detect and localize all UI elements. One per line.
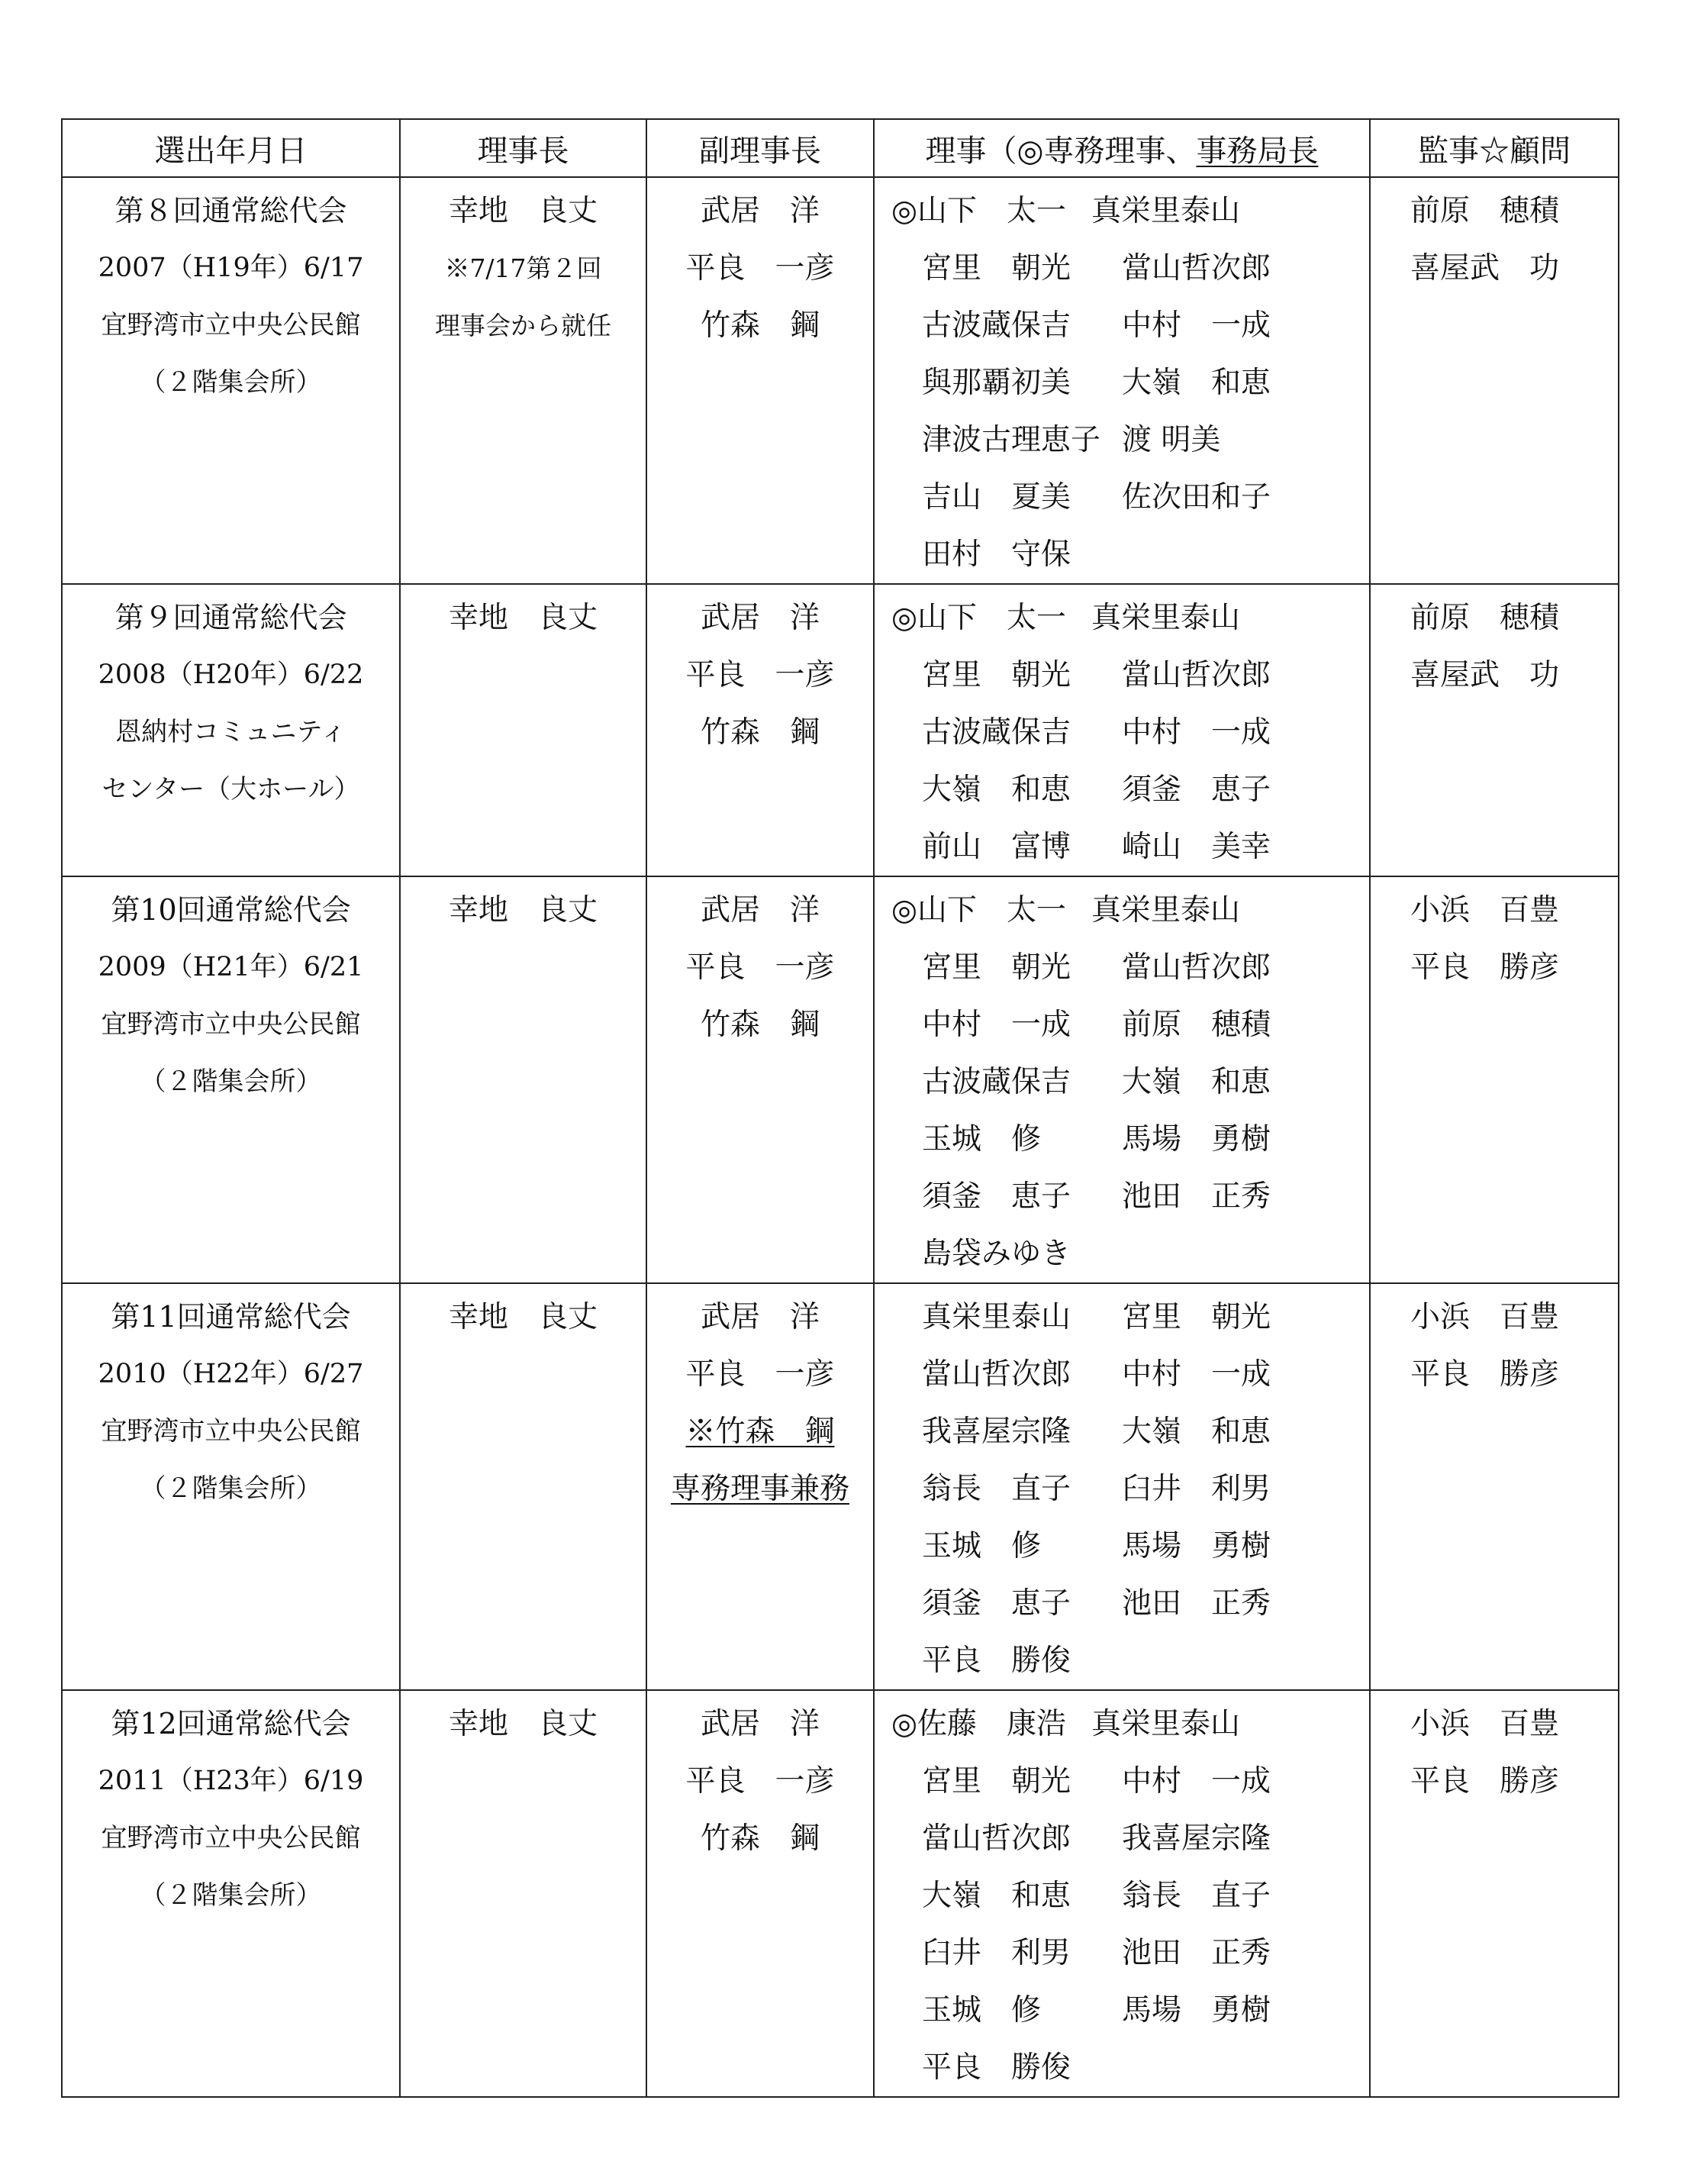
director-line [875, 469, 1369, 526]
director-line [875, 1111, 1369, 1168]
director-line [875, 589, 1369, 647]
chair-cell [400, 177, 646, 584]
director-line [875, 1810, 1369, 1867]
director-name: 當山哲次郎 [922, 1821, 1071, 1856]
director-name: ◎佐藤 康浩 [891, 1707, 1067, 1741]
director-name: 大嶺 和恵 [922, 773, 1071, 807]
director-line [875, 1289, 1369, 1346]
director-line [875, 182, 1369, 240]
director-name: 古波蔵保吉 [922, 715, 1071, 750]
director-name: 中村 一成 [1122, 308, 1271, 343]
director-name: 池田 正秀 [1122, 1179, 1271, 1214]
director-line [875, 354, 1369, 411]
vice-chair-cell [646, 584, 874, 876]
chair-name: 幸地 良丈 [448, 194, 598, 228]
table-row [62, 177, 1619, 584]
director-name: 真栄里泰山 [1091, 194, 1241, 228]
meeting-room: （２階集会所） [140, 1880, 322, 1911]
chair-note: 理事会から就任 [435, 311, 611, 340]
director-name: 我喜屋宗隆 [922, 1415, 1071, 1449]
director-name: 與那覇初美 [922, 366, 1071, 400]
auditor-name: 喜屋武 功 [1410, 251, 1560, 286]
director-name: 翁長 直子 [1122, 1879, 1271, 1913]
chair-name: 幸地 良丈 [448, 1300, 598, 1334]
director-name: 平良 勝俊 [922, 2050, 1071, 2085]
director-line [875, 1168, 1369, 1225]
director-name: 須釜 恵子 [922, 1179, 1071, 1214]
director-name: 翁長 直子 [922, 1472, 1071, 1506]
director-line [875, 939, 1369, 996]
director-name: 島袋みゆき [922, 1237, 1071, 1271]
auditor-name: 小浜 百豊 [1410, 1300, 1560, 1334]
director-name: 真栄里泰山 [922, 1300, 1071, 1334]
director-name: 佐次田和子 [1122, 480, 1271, 515]
director-name: ◎山下 太一 [891, 893, 1067, 927]
meeting-room: センター（大ホール） [102, 774, 360, 805]
director-name: 須釜 恵子 [1122, 773, 1271, 807]
director-line [875, 1575, 1369, 1632]
vice-chair-name-underlined: ※竹森 鋼 [685, 1415, 835, 1449]
chair-cell [400, 1690, 646, 2097]
director-name: 真栄里泰山 [1091, 893, 1241, 927]
director-name: 真栄里泰山 [1091, 1707, 1241, 1741]
director-line [875, 1053, 1369, 1111]
director-name: 玉城 修 [922, 1993, 1042, 2028]
vice-chair-cell [646, 177, 874, 584]
director-name: 池田 正秀 [1122, 1586, 1271, 1621]
director-name: ◎山下 太一 [891, 194, 1067, 228]
chair-note: ※7/17第２回 [444, 253, 602, 283]
meeting-name: 第12回通常総代会 [111, 1707, 351, 1740]
director-name: 須釜 恵子 [922, 1586, 1071, 1621]
chair-cell [400, 876, 646, 1283]
director-name: 臼井 利男 [922, 1936, 1071, 1970]
vice-chair-name: 平良 一彦 [685, 658, 835, 692]
director-name: 中村 一成 [1122, 1357, 1271, 1392]
table-row [62, 1690, 1619, 2097]
director-name: 玉城 修 [922, 1122, 1042, 1157]
chair-cell [400, 1283, 646, 1690]
director-name: 中村 一成 [1122, 1764, 1271, 1798]
director-line [875, 1924, 1369, 1982]
chair-name: 幸地 良丈 [448, 601, 598, 635]
meeting-name: 第８回通常総代会 [114, 194, 347, 227]
director-line [875, 1982, 1369, 2039]
director-line [875, 526, 1369, 583]
director-name: 崎山 美幸 [1122, 830, 1271, 864]
director-name: 臼井 利男 [1122, 1472, 1271, 1506]
vice-chair-name: 平良 一彦 [685, 1357, 835, 1392]
director-line [875, 704, 1369, 761]
header-directors [874, 119, 1370, 177]
directors-cell [874, 1690, 1370, 2097]
auditors-cell [1370, 876, 1619, 1283]
director-line [875, 1518, 1369, 1575]
header-directors-secretary-general: 事務局長 [1196, 133, 1319, 169]
director-line [875, 647, 1369, 704]
meeting-room: （２階集会所） [140, 1473, 322, 1504]
director-name: 宮里 朝光 [922, 658, 1071, 692]
auditor-name: 平良 勝彦 [1410, 1357, 1560, 1392]
director-name: 當山哲次郎 [922, 1357, 1071, 1392]
director-line [875, 1632, 1369, 1689]
header-election-date: 選出年月日 [62, 119, 400, 177]
director-line [875, 411, 1369, 469]
meeting-date: 2010（H22年）6/27 [98, 1359, 364, 1389]
directors-cell [874, 177, 1370, 584]
vice-chair-name: 武居 洋 [700, 1300, 820, 1334]
vice-chair-name: 竹森 鋼 [700, 308, 820, 343]
meeting-name: 第10回通常総代会 [111, 893, 351, 927]
director-name: 大嶺 和恵 [922, 1879, 1071, 1913]
director-line [875, 1346, 1369, 1403]
director-line [875, 2039, 1369, 2096]
vice-chair-name: 竹森 鋼 [700, 1821, 820, 1856]
director-name: 吉山 夏美 [922, 480, 1071, 515]
meeting-date: 2009（H21年）6/21 [98, 952, 364, 982]
director-name: 大嶺 和恵 [1122, 1065, 1271, 1099]
director-name: 渡 明美 [1122, 423, 1221, 457]
officers-table [61, 118, 1619, 2098]
director-line [875, 1753, 1369, 1810]
vice-chair-name: 武居 洋 [700, 194, 820, 228]
directors-cell [874, 1283, 1370, 1690]
director-name: 中村 一成 [922, 1008, 1071, 1042]
meeting-room: （２階集会所） [140, 367, 322, 398]
director-name: 當山哲次郎 [1122, 950, 1271, 985]
election-cell [62, 584, 400, 876]
director-line [875, 882, 1369, 939]
director-name: 中村 一成 [1122, 715, 1271, 750]
vice-chair-cell [646, 876, 874, 1283]
auditor-name: 前原 穂積 [1410, 194, 1560, 228]
chair-name: 幸地 良丈 [448, 1707, 598, 1741]
auditors-cell [1370, 177, 1619, 584]
header-directors-prefix: 理事（◎専務理事、 [925, 133, 1197, 169]
director-name: ◎山下 太一 [891, 601, 1067, 635]
director-name: 宮里 朝光 [922, 950, 1071, 985]
header-chair: 理事長 [400, 119, 646, 177]
auditor-name: 前原 穂積 [1410, 601, 1560, 635]
director-name: 大嶺 和恵 [1122, 1415, 1271, 1449]
vice-chair-note-underlined: 専務理事兼務 [670, 1472, 849, 1506]
vice-chair-name: 竹森 鋼 [700, 715, 820, 750]
director-name: 前山 富博 [922, 830, 1071, 864]
vice-chair-name: 武居 洋 [700, 893, 820, 927]
election-cell [62, 1690, 400, 2097]
director-name: 馬場 勇樹 [1122, 1529, 1271, 1563]
director-name: 當山哲次郎 [1122, 251, 1271, 286]
vice-chair-cell [646, 1283, 874, 1690]
auditor-name: 平良 勝彦 [1410, 1764, 1560, 1798]
table-row [62, 1283, 1619, 1690]
auditors-cell [1370, 584, 1619, 876]
vice-chair-name: 平良 一彦 [685, 251, 835, 286]
auditor-name: 小浜 百豊 [1410, 1707, 1560, 1741]
director-line [875, 1225, 1369, 1282]
auditors-cell [1370, 1690, 1619, 2097]
director-name: 池田 正秀 [1122, 1936, 1271, 1970]
meeting-date: 2007（H19年）6/17 [98, 253, 364, 283]
director-name: 馬場 勇樹 [1122, 1993, 1271, 2028]
director-name: 前原 穂積 [1122, 1008, 1271, 1042]
director-name: 平良 勝俊 [922, 1644, 1071, 1678]
meeting-venue: 宜野湾市立中央公民館 [101, 1009, 361, 1040]
meeting-venue: 恩納村コミュニティ [115, 717, 346, 747]
director-name: 大嶺 和恵 [1122, 366, 1271, 400]
meeting-name: 第９回通常総代会 [114, 601, 347, 634]
directors-cell [874, 584, 1370, 876]
chair-name: 幸地 良丈 [448, 893, 598, 927]
vice-chair-name: 武居 洋 [700, 601, 820, 635]
meeting-date: 2008（H20年）6/22 [98, 660, 364, 690]
vice-chair-name: 竹森 鋼 [700, 1008, 820, 1042]
directors-cell [874, 876, 1370, 1283]
vice-chair-name: 平良 一彦 [685, 1764, 835, 1798]
table-row [62, 876, 1619, 1283]
director-line [875, 761, 1369, 818]
director-line [875, 818, 1369, 876]
header-row [62, 119, 1619, 177]
election-cell [62, 876, 400, 1283]
director-name: 宮里 朝光 [922, 1764, 1071, 1798]
meeting-name: 第11回通常総代会 [111, 1300, 351, 1334]
director-line [875, 240, 1369, 297]
meeting-date: 2011（H23年）6/19 [98, 1766, 364, 1796]
director-name: 宮里 朝光 [1122, 1300, 1271, 1334]
director-line [875, 1695, 1369, 1753]
header-vice-chair: 副理事長 [646, 119, 874, 177]
auditors-cell [1370, 1283, 1619, 1690]
director-name: 當山哲次郎 [1122, 658, 1271, 692]
auditor-name: 喜屋武 功 [1410, 658, 1560, 692]
auditor-name: 小浜 百豊 [1410, 893, 1560, 927]
director-line [875, 996, 1369, 1053]
meeting-venue: 宜野湾市立中央公民館 [101, 310, 361, 340]
meeting-room: （２階集会所） [140, 1066, 322, 1097]
election-cell [62, 1283, 400, 1690]
chair-cell [400, 584, 646, 876]
header-auditors: 監事☆顧問 [1370, 119, 1619, 177]
director-line [875, 1867, 1369, 1924]
auditor-name: 平良 勝彦 [1410, 950, 1560, 985]
director-name: 古波蔵保吉 [922, 1065, 1071, 1099]
director-name: 古波蔵保吉 [922, 308, 1071, 343]
director-name: 津波古理恵子 [922, 423, 1101, 457]
director-name: 玉城 修 [922, 1529, 1042, 1563]
vice-chair-name: 武居 洋 [700, 1707, 820, 1741]
meeting-venue: 宜野湾市立中央公民館 [101, 1823, 361, 1853]
director-line [875, 1403, 1369, 1460]
director-line [875, 1460, 1369, 1518]
director-name: 我喜屋宗隆 [1122, 1821, 1271, 1856]
table-row [62, 584, 1619, 876]
director-name: 馬場 勇樹 [1122, 1122, 1271, 1157]
director-name: 宮里 朝光 [922, 251, 1071, 286]
director-line [875, 297, 1369, 354]
director-name: 田村 守保 [922, 537, 1071, 572]
vice-chair-cell [646, 1690, 874, 2097]
director-name: 真栄里泰山 [1091, 601, 1241, 635]
vice-chair-name: 平良 一彦 [685, 950, 835, 985]
election-cell [62, 177, 400, 584]
meeting-venue: 宜野湾市立中央公民館 [101, 1416, 361, 1447]
